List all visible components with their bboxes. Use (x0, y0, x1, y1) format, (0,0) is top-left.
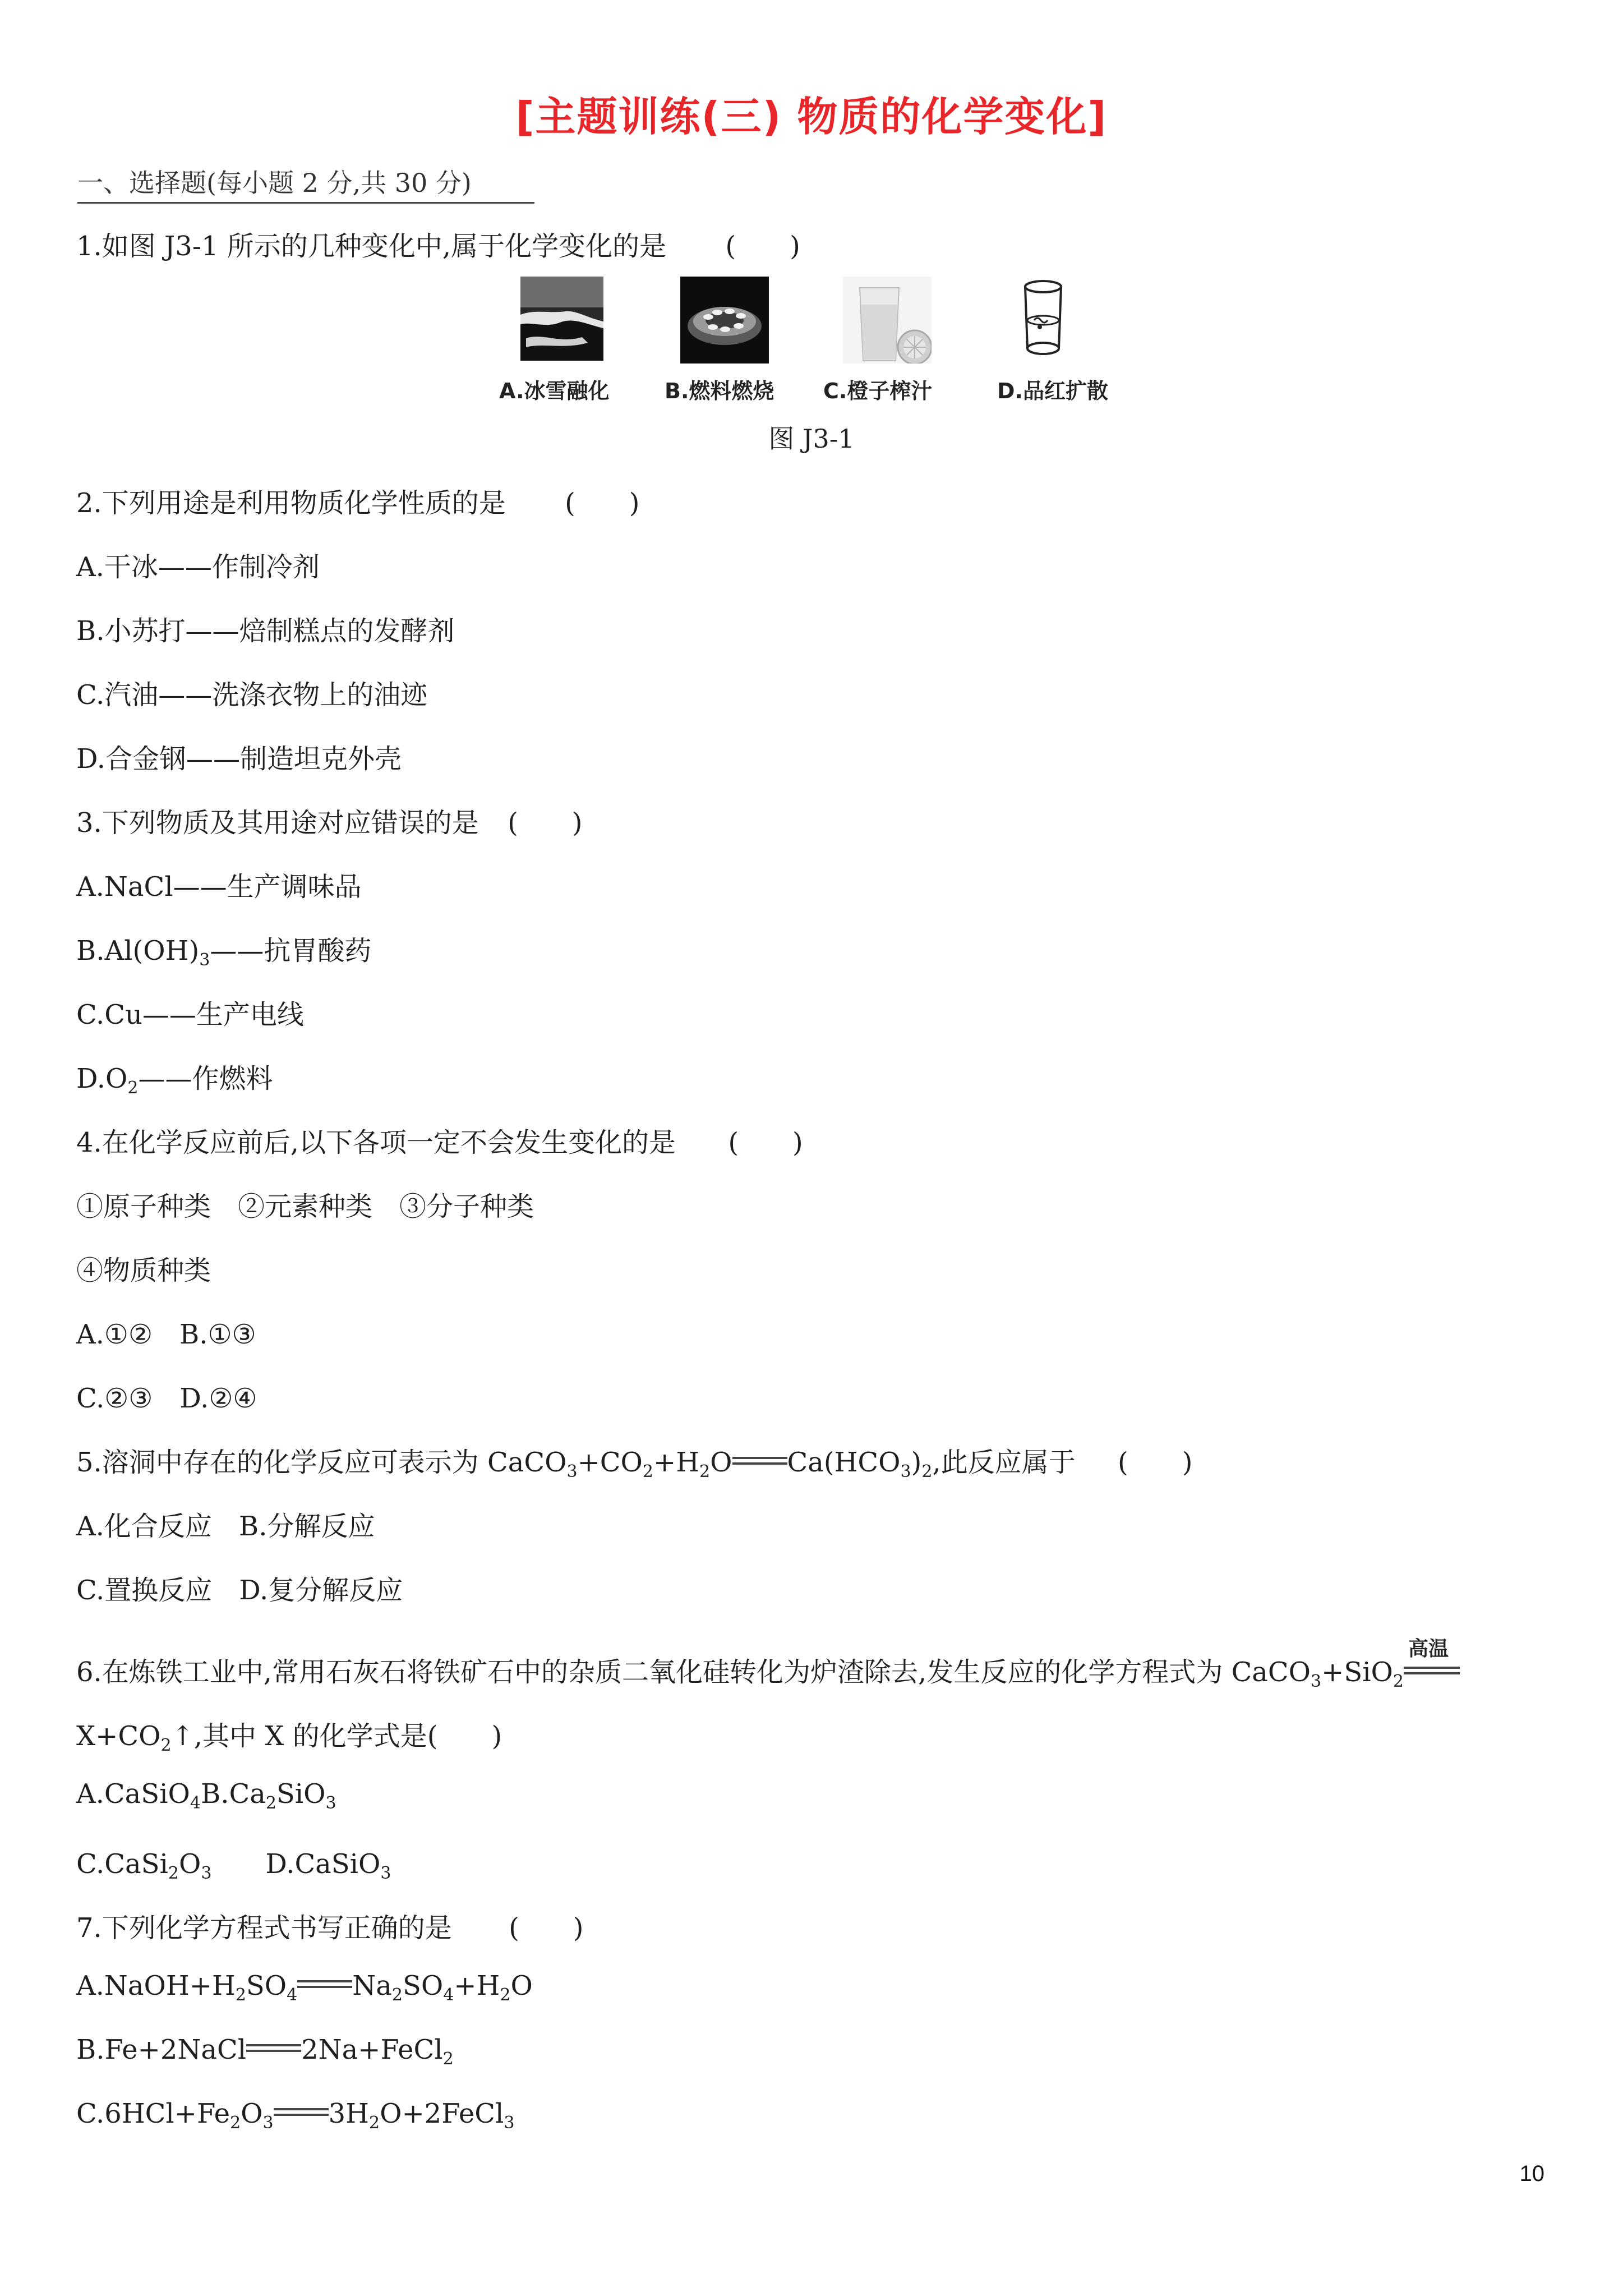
question-6-text-2: ↑,其中 X 的化学式是( ) (171, 1720, 502, 1752)
option-a: A.干冰——作制冷剂 (76, 551, 320, 583)
q6-options-line-1: $A.CaSiO_4B.Ca_2SiO_3$ (76, 1778, 336, 1813)
subscript: 2 (127, 1078, 139, 1098)
option-c: C.汽油——洗涤衣物上的油迹 (76, 679, 428, 711)
answer-paren: ( ) (565, 487, 640, 519)
question-4-stem (76, 1121, 803, 1159)
question-6-text: 6.在炼铁工业中,常用石灰石将铁矿石中的杂质二氧化硅转化为炉渣除去,发生反应的化学方程式为 CaCO (76, 1657, 1311, 1688)
equals-sign (732, 1457, 787, 1465)
question-6-line-2: $X+CO_2↑$,其中 X 的化学式是( ) (76, 1720, 502, 1755)
figure-label-d: D.品红扩散 (997, 379, 1108, 403)
figure-label-b: B.燃料燃烧 (665, 379, 774, 403)
question-5-text: 5.溶洞中存在的化学反应可表示为 CaCO (76, 1447, 567, 1478)
question-7-text: 7.下列化学方程式书写正确的是 (76, 1912, 452, 1944)
subscript: 3 (199, 950, 210, 970)
q4-options-line-1: A.①② B.①③ (76, 1319, 256, 1350)
orange-juice-photo (843, 277, 932, 364)
question-7-stem (76, 1906, 584, 1945)
option-a: A.CaSiO (76, 1778, 190, 1810)
option-d (76, 1057, 273, 1098)
option-a: A.NaCl——生产调味品 (76, 871, 362, 903)
question-3-text: 3.下列物质及其用途对应错误的是 (76, 807, 479, 839)
option-a: $A.NaOH+H_2SO_4$ $Na_2SO_4+H_2O$ (76, 1970, 533, 2005)
q5-options-line-2: C.置换反应 D.复分解反应 (76, 1575, 403, 1606)
reaction-condition: 高温 (1408, 1637, 1449, 1660)
option-b: B.小苏打——焙制糕点的发酵剂 (76, 615, 455, 647)
option-d: D.合金钢——制造坦克外壳 (76, 743, 402, 775)
question-1-stem (76, 224, 800, 263)
q4-items-line-1: ①原子种类 ②元素种类 ③分子种类 (76, 1191, 534, 1222)
answer-paren: ( ) (725, 231, 800, 262)
page-title: [主题训练(三) 物质的化学变化] (515, 93, 1108, 140)
option-b: B.Fe+2NaCl 2Na+FeCl$_2$ (76, 2034, 454, 2069)
figure-caption: 图 J3-1 (768, 424, 855, 454)
q5-options-line-1: A.化合反应 B.分解反应 (76, 1511, 375, 1542)
answer-paren: ( ) (509, 1912, 584, 1944)
figure-label-a: A.冰雪融化 (499, 379, 610, 403)
option-c: $C.6HCl+Fe_2O_3$ $3H_2O+2FeCl_3$ (76, 2098, 515, 2133)
equals-sign (274, 2108, 329, 2116)
option-b (76, 929, 371, 970)
equals-sign-with-condition (1404, 1637, 1460, 1674)
burning-stove-photo (680, 277, 769, 364)
text: ——作燃料 (138, 1063, 273, 1094)
formula: B.Al(OH) (76, 935, 200, 967)
equals-sign (297, 1980, 352, 1988)
beaker-diffusion-drawing (1021, 277, 1066, 361)
equals-sign (246, 2044, 301, 2052)
option-c: C.Cu——生产电线 (76, 999, 304, 1030)
q4-items-line-2: ④物质种类 (76, 1255, 211, 1286)
figure-label-c: C.橙子榨汁 (823, 379, 933, 403)
question-4-text: 4.在化学反应前后,以下各项一定不会发生变化的是 (76, 1127, 676, 1158)
question-6-stem: 6.在炼铁工业中,常用石灰石将铁矿石中的杂质二氧化硅转化为炉渣除去,发生反应的化学方程式为 CaCO$_3$+SiO$_2$ 高温 (76, 1650, 1460, 1691)
q4-options-line-2: C.②③ D.②④ (76, 1383, 257, 1414)
q6-options-line-2: $C.CaSi_2O_3$ D.CaSiO$_3$ (76, 1848, 391, 1883)
question-1-text: 1.如图 J3-1 所示的几种变化中,属于化学变化的是 (76, 231, 667, 262)
question-2-text: 2.下列用途是利用物质化学性质的是 (76, 487, 506, 519)
question-5-stem: 5.溶洞中存在的化学反应可表示为 $CaCO_3+CO_2+H_2O$ $Ca(HCO_3)_2$,此反应属于 ( ) (76, 1447, 1193, 1481)
section-heading: 一、选择题(每小题 2 分,共 30 分) (77, 163, 534, 204)
answer-paren: ( ) (1117, 1447, 1193, 1478)
answer-paren: ( ) (728, 1127, 803, 1158)
melting-snow-photo (520, 277, 603, 361)
question-2-stem (76, 481, 640, 520)
page-number: 10 (1519, 2161, 1544, 2186)
answer-paren: ( ) (508, 807, 583, 839)
option-c: C.CaSi (76, 1848, 168, 1880)
formula: D.O (76, 1063, 128, 1094)
text: ——抗胃酸药 (210, 935, 372, 967)
question-3-stem (76, 801, 583, 840)
